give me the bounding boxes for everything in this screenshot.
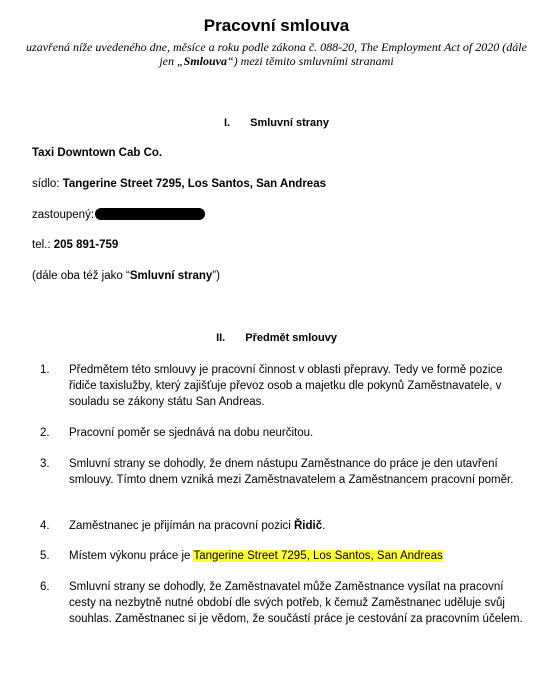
phone-value: 205 891-759 [53, 239, 119, 251]
highlighted-workplace: Tangerine Street 7295, Los Santos, San Andreas [193, 550, 443, 562]
section-heading-parties [0, 117, 553, 129]
list-item-number: 1. [40, 364, 50, 376]
section-heading-subject [0, 332, 553, 344]
section-number: I. [224, 117, 231, 129]
definition-text-before: (dále oba též jako “ [32, 270, 130, 282]
section-title: Smluvní strany [250, 117, 329, 129]
list-item-text: Smluvní strany se dohodly, že dnem nástupu Zaměstnance do práce je den utavření smlouvy. Tímto dnem vzniká mezi Zaměstnavatelem a Zaměstnancem pracovní poměr. [69, 458, 514, 486]
item-text-after: . [322, 520, 326, 532]
job-position: Řidič [294, 520, 323, 532]
list-item-text: Smluvní strany se dohodly, že Zaměstnavatel může Zaměstnance vysílat na pracovní cesty na nezbytně nutné období dle svých potřeb, k čemuž Zaměstnanec uděluje svůj souhlas. Zaměstnanec si je vědom, že součástí práce je cestování za pracovním účelem. [69, 581, 523, 625]
list-item-number: 4. [40, 520, 50, 532]
address-label: sídlo: [32, 178, 63, 190]
list-item-text [69, 548, 529, 564]
party-represented [32, 208, 205, 221]
phone-label: tel.: [32, 239, 54, 251]
item-text-before: Zaměstnanec je přijímán na pracovní pozici [69, 520, 294, 532]
address-value: Tangerine Street 7295, Los Santos, San Andreas [62, 178, 326, 190]
redaction-mark [95, 208, 205, 220]
document-subtitle [22, 40, 531, 68]
item-text-before: Místem výkonu práce je [69, 550, 194, 562]
subtitle-text-before: uzavřená níže uvedeného dne, měsíce a roku podle zákona č. 088-20, The Employment Act of 2020 (dále jen „ [26, 40, 527, 68]
parties-definition [32, 270, 220, 282]
list-item-text [69, 518, 529, 534]
list-item-number: 6. [40, 581, 50, 593]
list-item-text: Pracovní poměr se sjednává na dobu neurčitou. [69, 427, 314, 439]
section-number: II. [216, 332, 226, 344]
list-item-number: 5. [40, 550, 50, 562]
represented-label: zastoupený: [32, 209, 95, 221]
subtitle-text-after: “) mezi těmito smluvními stranami [227, 54, 394, 68]
list-item-text: Předmětem této smlouvy je pracovní činnost v oblasti přepravy. Tedy ve formě pozice řidiče taxislužby, který zajišťuje převoz osob a majetku dle pokynů Zaměstnavatele, v souladu se zákony státu San Andreas. [69, 364, 503, 408]
party-address [32, 178, 326, 190]
party-name: Taxi Downtown Cab Co. [32, 147, 163, 159]
subtitle-defined-term: Smlouva [183, 54, 227, 68]
definition-term: Smluvní strany [129, 270, 213, 282]
definition-text-after: ”) [212, 270, 220, 282]
section-title: Předmět smlouvy [245, 332, 337, 344]
list-item-number: 3. [40, 458, 50, 470]
document-title: Pracovní smlouva [203, 16, 350, 35]
list-item-number: 2. [40, 427, 50, 439]
party-phone [32, 239, 118, 251]
